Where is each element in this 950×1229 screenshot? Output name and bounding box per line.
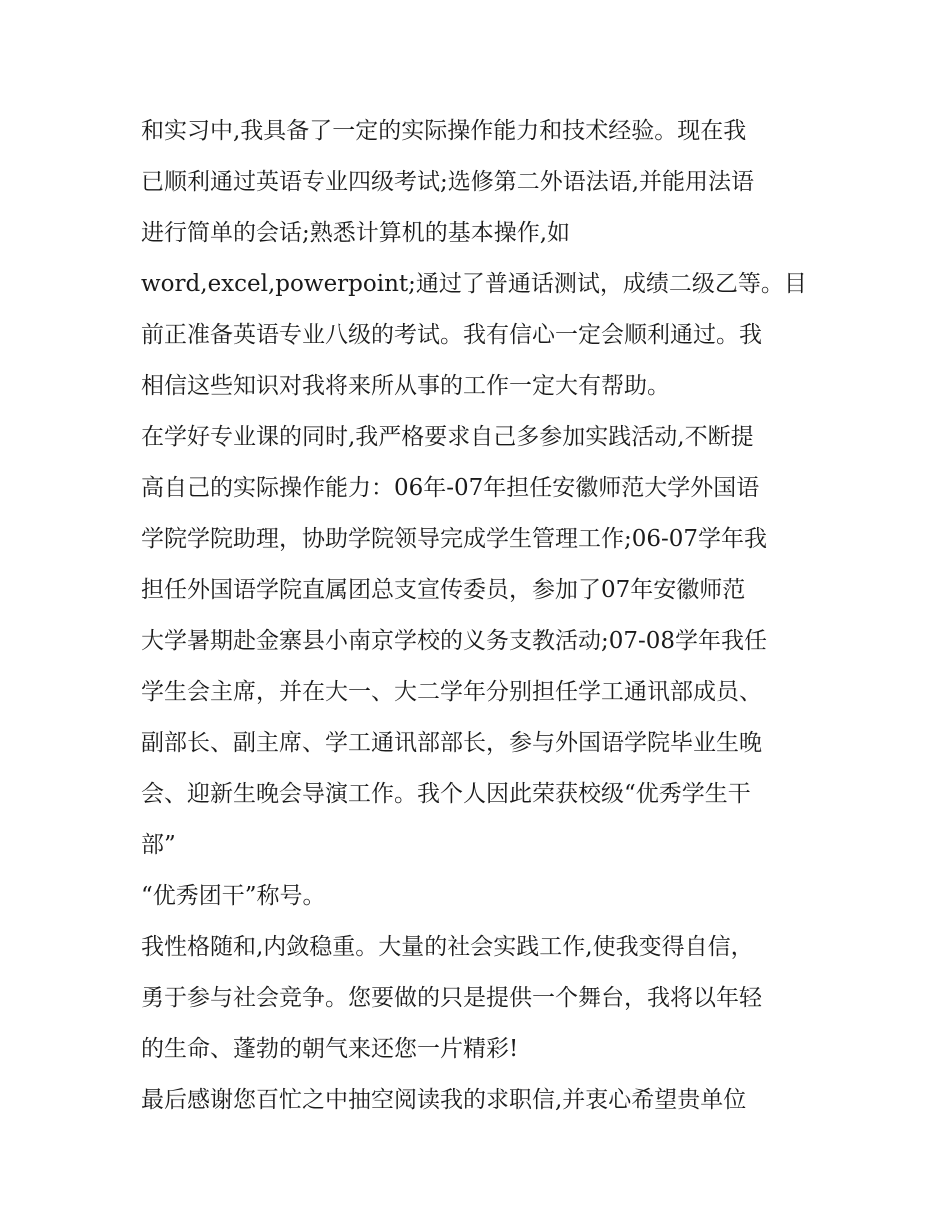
body-text [141, 106, 831, 1126]
text-line: 相信这些知识对我将来所从事的工作一定大有帮助。 [141, 373, 670, 399]
text-line: 会、迎新生晚会导演工作。我个人因此荣获校级“优秀学生干 [141, 781, 751, 807]
text-line: 勇于参与社会竞争。您要做的只是提供一个舞台，我将以年轻 [141, 985, 762, 1011]
text-line: 大学暑期赴金寨县小南京学校的义务支教活动;07-08学年我任 [141, 628, 768, 654]
text-line: 学生会主席，并在大一、大二学年分别担任学工通讯部成员、 [141, 679, 762, 705]
text-line: “优秀团干”称号。 [141, 883, 326, 909]
text-line: 在学好专业课的同时,我严格要求自己多参加实践活动,不断提 [141, 424, 754, 450]
text-line: 的生命、蓬勃的朝气来还您一片精彩! [141, 1036, 519, 1062]
text-line: 学院学院助理，协助学院领导完成学生管理工作;06-07学年我 [141, 526, 768, 552]
text-line: 进行简单的会话;熟悉计算机的基本操作,如 [141, 220, 571, 246]
text-line: 副部长、副主席、学工通讯部部长，参与外国语学院毕业生晚 [141, 730, 762, 756]
text-line: 和实习中,我具备了一定的实际操作能力和技术经验。现在我 [141, 118, 747, 144]
text-line: 我性格随和,内敛稳重。大量的社会实践工作,使我变得自信， [141, 934, 754, 960]
text-line: 高自己的实际操作能力：06年-07年担任安徽师范大学外国语 [141, 475, 760, 501]
text-line: 前正准备英语专业八级的考试。我有信心一定会顺利通过。我 [141, 322, 762, 348]
text-line: word,excel,powerpoint;通过了普通话测试，成绩二级乙等。目 [141, 271, 807, 297]
text-line: 担任外国语学院直属团总支宣传委员，参加了07年安徽师范 [141, 577, 746, 603]
text-line: 最后感谢您百忙之中抽空阅读我的求职信,并衷心希望贵单位 [141, 1087, 747, 1113]
text-line: 部” [141, 832, 176, 858]
text-line: 已顺利通过英语专业四级考试;选修第二外语法语,并能用法语 [141, 169, 755, 195]
